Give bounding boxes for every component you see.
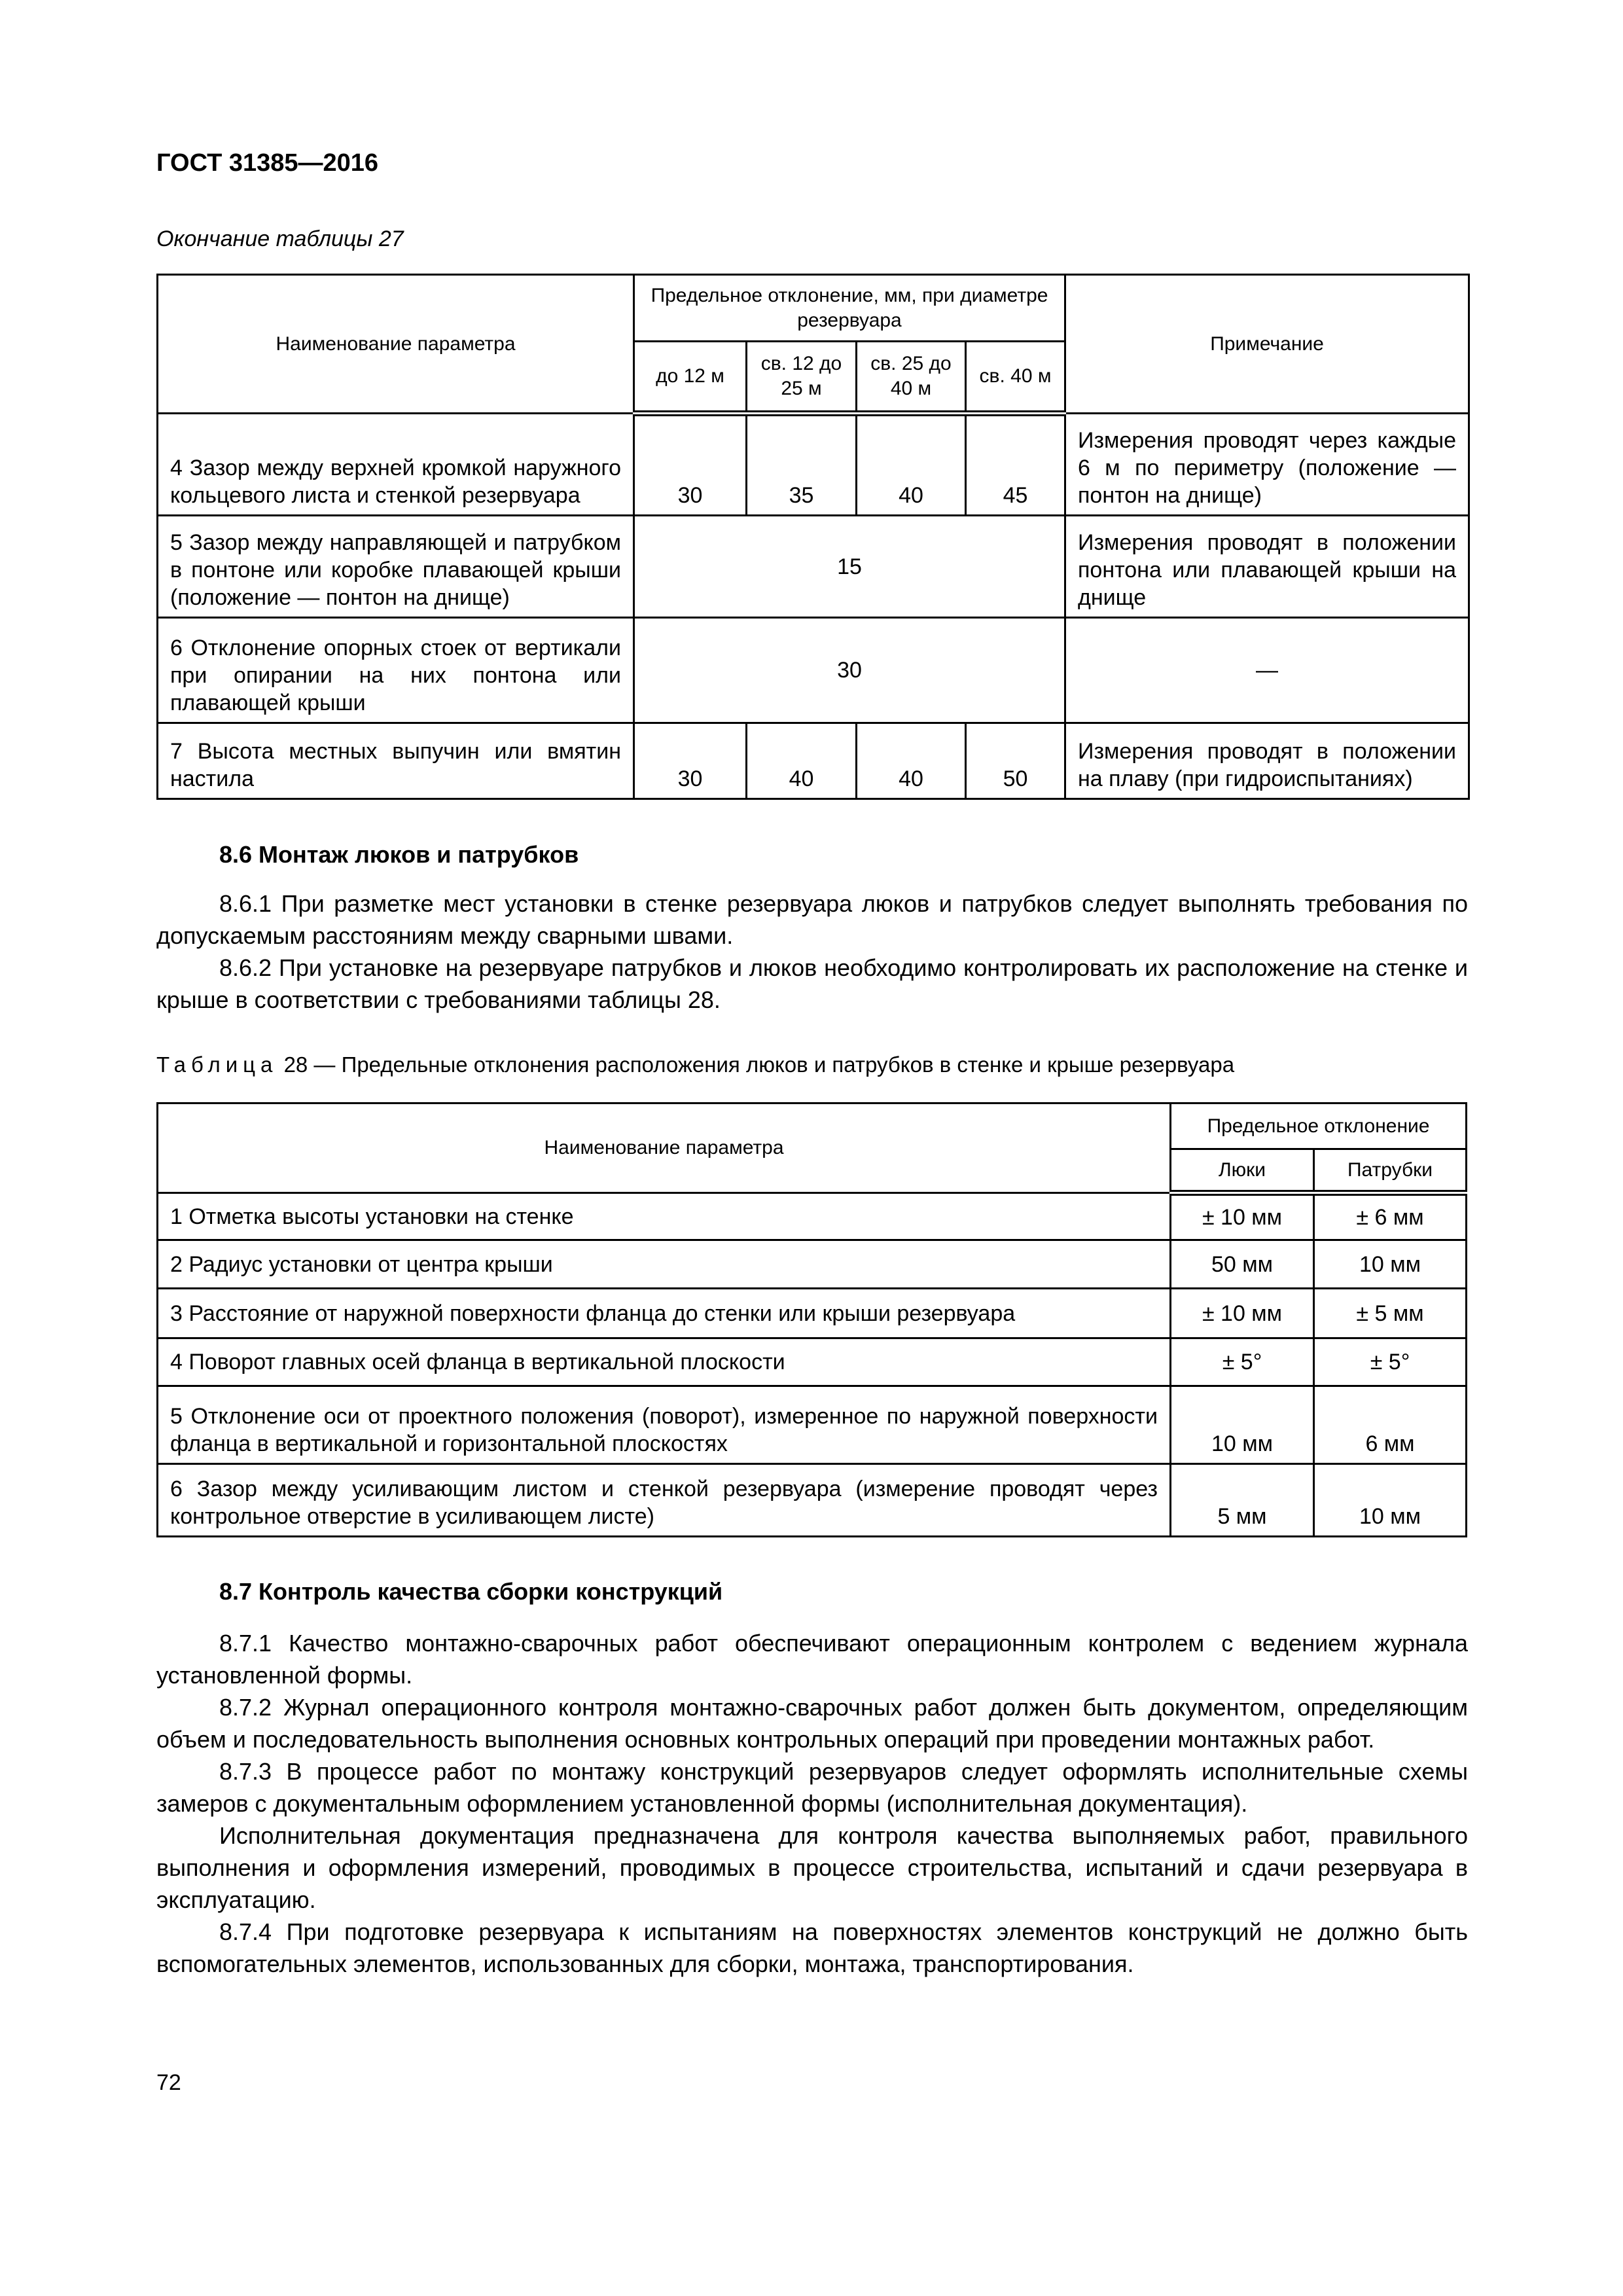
header-diameter: св. 40 м [966, 342, 1065, 414]
paragraph: 8.7.3 В процессе работ по монтажу конструкций резервуаров следует оформлять исполнительные схемы замеров с документальным оформлением установленной формы (исполнительная документация). [156, 1758, 1468, 1817]
nozzles-cell: 10 мм [1314, 1464, 1467, 1537]
hatches-cell: 10 мм [1171, 1386, 1314, 1464]
value-cell: 50 [966, 723, 1065, 799]
paragraph: 8.6.2 При установке на резервуаре патрубков и люков необходимо контролировать их расположение на стенке и крыше в соответствии с требованиями таблицы 28. [156, 954, 1468, 1013]
header-diameter: св. 25 до 40 м [857, 342, 966, 414]
header-deviation: Предельное отклонение, мм, при диаметре резервуара [634, 275, 1065, 342]
param-cell: 3 Расстояние от наружной поверхности фланца до стенки или крыши резервуара [158, 1289, 1171, 1338]
table-row [158, 1464, 1467, 1537]
param-cell: 5 Отклонение оси от проектного положения (поворот), измеренное по наружной поверхности фланца в вертикальной и горизонтальной плоскостях [158, 1386, 1171, 1464]
section-8-7-body [156, 1627, 1468, 1980]
header-deviation: Предельное отклонение [1171, 1103, 1467, 1149]
table-row [158, 414, 1469, 516]
table-27 [156, 274, 1470, 800]
header-param: Наименование параметра [158, 1103, 1171, 1193]
value-cell: 40 [857, 723, 966, 799]
header-nozzles: Патрубки [1314, 1149, 1467, 1193]
value-cell: 15 [634, 516, 1065, 618]
caption-text: 28 — Предельные отклонения расположения люков и патрубков в стенке и крыше резервуара [283, 1052, 1235, 1077]
table-row [158, 618, 1469, 723]
section-heading-8-7: 8.7 Контроль качества сборки конструкций [219, 1578, 723, 1605]
value-cell: 45 [966, 414, 1065, 516]
note-cell: Измерения проводят в положении понтона или плавающей крыши на днище [1065, 516, 1469, 618]
table-28 [156, 1102, 1467, 1537]
table-28-caption [156, 1052, 1234, 1077]
hatches-cell: 5 мм [1171, 1464, 1314, 1537]
table-row [158, 516, 1469, 618]
value-cell: 35 [747, 414, 857, 516]
value-cell: 30 [634, 723, 747, 799]
section-heading-8-6: 8.6 Монтаж люков и патрубков [219, 841, 579, 868]
section-8-6-body [156, 888, 1468, 1016]
nozzles-cell: 6 мм [1314, 1386, 1467, 1464]
header-diameter: св. 12 до 25 м [747, 342, 857, 414]
header-param: Наименование параметра [158, 275, 634, 414]
paragraph: 8.7.1 Качество монтажно-сварочных работ обеспечивают операционным контролем с ведением журнала установленной формы. [156, 1630, 1468, 1689]
header-note: Примечание [1065, 275, 1469, 414]
nozzles-cell: ± 6 мм [1314, 1193, 1467, 1240]
hatches-cell: ± 5° [1171, 1338, 1314, 1386]
value-cell: 40 [857, 414, 966, 516]
nozzles-cell: ± 5 мм [1314, 1289, 1467, 1338]
param-cell: 2 Радиус установки от центра крыши [158, 1240, 1171, 1289]
value-cell: 30 [634, 414, 747, 516]
header-diameter: до 12 м [634, 342, 747, 414]
hatches-cell: ± 10 мм [1171, 1289, 1314, 1338]
param-cell: 4 Поворот главных осей фланца в вертикальной плоскости [158, 1338, 1171, 1386]
table-row [158, 1289, 1467, 1338]
param-cell: 5 Зазор между направляющей и патрубком в понтоне или коробке плавающей крыши (положение — понтон на днище) [158, 516, 634, 618]
caption-label: Таблица [156, 1052, 278, 1077]
value-cell: 40 [747, 723, 857, 799]
table-row [158, 1338, 1467, 1386]
paragraph: 8.6.1 При разметке мест установки в стенке резервуара люков и патрубков следует выполнять требования по допускаемым расстояниям между сварными швами. [156, 890, 1468, 949]
paragraph: 8.7.2 Журнал операционного контроля монтажно-сварочных работ должен быть документом, определяющим объем и последовательность выполнения основных контрольных операций при проведении монтажных работ. [156, 1694, 1468, 1753]
param-cell: 7 Высота местных выпучин или вмятин настила [158, 723, 634, 799]
table-row [158, 1193, 1467, 1240]
nozzles-cell: 10 мм [1314, 1240, 1467, 1289]
value-cell: 30 [634, 618, 1065, 723]
table-row [158, 1386, 1467, 1464]
document-header: ГОСТ 31385—2016 [156, 149, 379, 177]
param-cell: 4 Зазор между верхней кромкой наружного кольцевого листа и стенкой резервуара [158, 414, 634, 516]
param-cell: 1 Отметка высоты установки на стенке [158, 1193, 1171, 1240]
note-cell: Измерения проводят через каждые 6 м по периметру (положение — понтон на днище) [1065, 414, 1469, 516]
hatches-cell: 50 мм [1171, 1240, 1314, 1289]
table-row [158, 1240, 1467, 1289]
hatches-cell: ± 10 мм [1171, 1193, 1314, 1240]
nozzles-cell: ± 5° [1314, 1338, 1467, 1386]
param-cell: 6 Отклонение опорных стоек от вертикали при опирании на них понтона или плавающей крыши [158, 618, 634, 723]
page-number: 72 [156, 2070, 181, 2095]
note-cell: Измерения проводят в положении на плаву (при гидроиспытаниях) [1065, 723, 1469, 799]
header-hatches: Люки [1171, 1149, 1314, 1193]
table-row [158, 723, 1469, 799]
note-cell: — [1065, 618, 1469, 723]
table-continuation-label: Окончание таблицы 27 [156, 226, 404, 251]
paragraph: 8.7.4 При подготовке резервуара к испытаниям на поверхностях элементов конструкций не должно быть вспомогательных элементов, использованных для сборки, монтажа, транспортирования. [156, 1918, 1468, 1977]
param-cell: 6 Зазор между усиливающим листом и стенкой резервуара (измерение проводят через контрольное отверстие в усиливающем листе) [158, 1464, 1171, 1537]
paragraph: Исполнительная документация предназначена для контроля качества выполняемых работ, правильного выполнения и оформления измерений, проводимых в процессе строительства, испытаний и сдачи резервуара в эксплуатацию. [156, 1822, 1468, 1913]
